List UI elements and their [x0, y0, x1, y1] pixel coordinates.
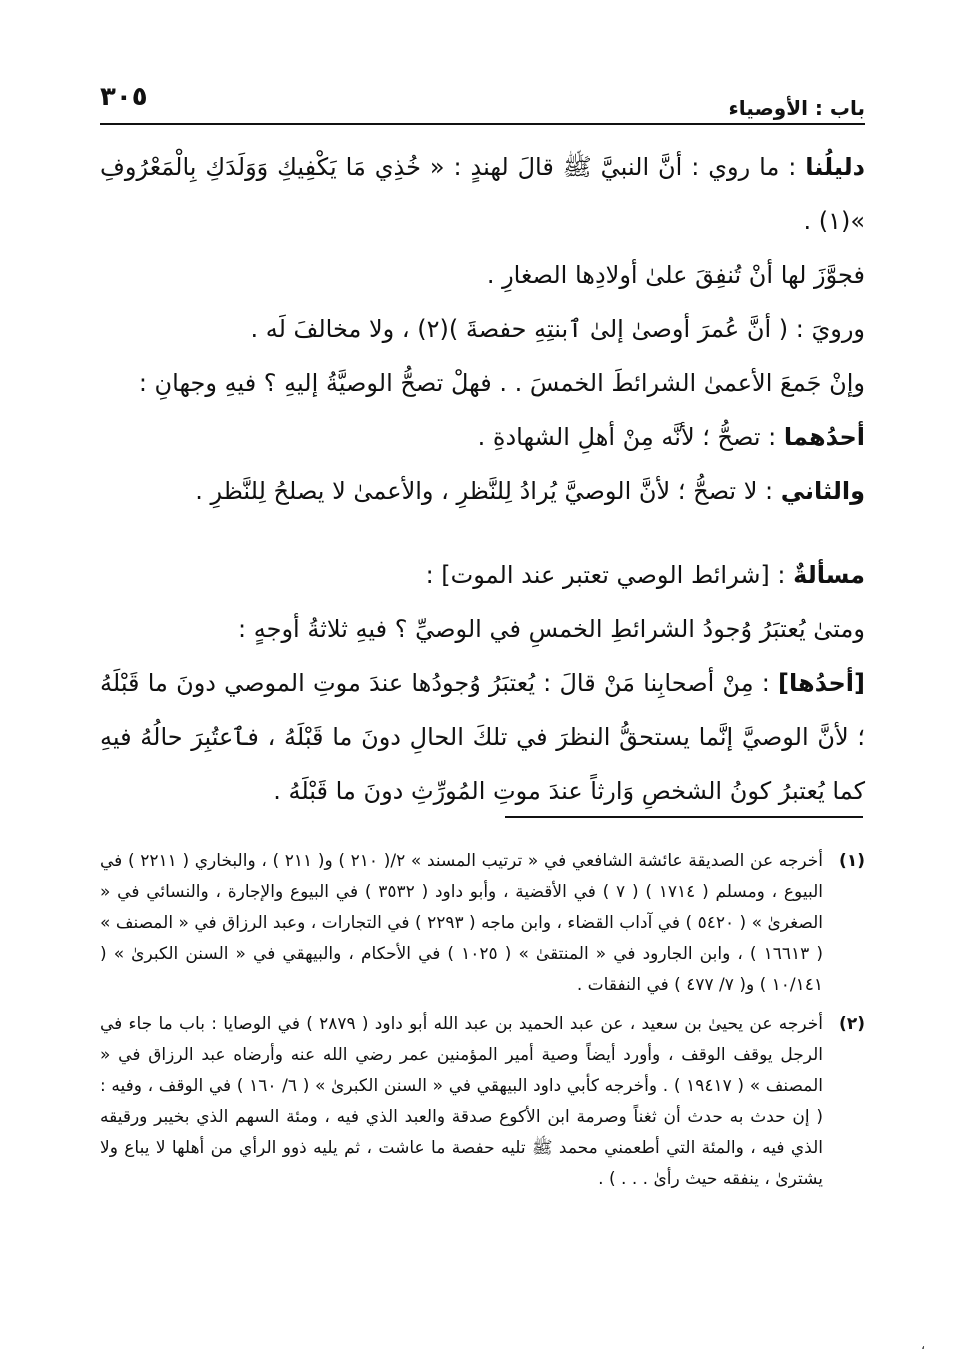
footnote-1	[100, 846, 865, 1001]
footnote-rule	[505, 816, 863, 818]
footnote-2	[100, 1009, 865, 1195]
section-gap	[100, 518, 865, 548]
footnote-text: أخرجه عن الصديقة عائشة الشافعي في « ترتيب المسند » ٢/( ٢١٠ ) و( ٢١١ ) ، والبخاري ( ٢٢١١ ) في البيوع ، ومسلم ( ١٧١٤ ) ( ٧ ) في الأقضية ، وأبو داود ( ٣٥٣٢ ) في البيوع والإجارة ، والنسائي في « الصغرىٰ » ( ٥٤٢٠ ) في آداب القضاء ، وابن ماجه ( ٢٢٩٣ ) في التجارات ، وعبد الرزاق في « المصنف » ( ١٦٦١٣ ) ، وابن الجارود في « المنتقىٰ » ( ١٠٢٥ ) في الأحكام ، والبيهقي في « السنن الكبرىٰ » ( ١٠/١٤١ ) و( ٧/ ٤٧٧ ) في النفقات .	[100, 851, 823, 995]
header-rule	[100, 123, 865, 125]
paragraph-lead: [أحدُها]	[778, 669, 865, 697]
issue-title: : [شرائط الوصي تعتبر عند الموت] :	[425, 561, 794, 589]
issue-heading	[100, 548, 865, 602]
page-number: ٣٠٥	[100, 82, 148, 112]
main-text	[100, 140, 865, 818]
paragraph-permission: فجوَّزَ لها أنْ تُنفِقَ علىٰ أولادِها الصغارِ .	[486, 261, 865, 289]
paragraph-evidence	[100, 140, 865, 248]
footnote-number: (٢)	[839, 1014, 865, 1034]
page-header	[100, 78, 865, 122]
paragraph-text: : ما روي : أنَّ النبيَّ ﷺ قالَ لهندٍ : « خُذِي مَا يَكْفِيكِ وَوَلَدَكِ بِالْمَعْرُوفِ »(١) .	[100, 153, 865, 235]
paragraph-text: : مِنْ أصحابِنا مَنْ قالَ : يُعتبَرُ وُجودُها عندَ موتِ الموصي دونَ ما قَبْلَهُ ؛ لأنَّ الوصيَّ إنَّما يستحقُّ النظرَ في تلكَ الحالِ دونَ ما قَبْلَهُ ، فٱعتُبِرَ حالُهُ فيهِ كما يُعتبرُ كونُ الشخصِ وَارثاً عندَ موتِ المُورِّثِ دونَ ما قَبْلَهُ .	[100, 669, 865, 805]
footnote-number: (١)	[839, 851, 865, 871]
paragraph-timing-question: ومتىٰ يُعتبَرُ وُجودُ الشرائطِ الخمسِ في الوصيِّ ؟ فيهِ ثلاثةُ أوجهٍ :	[238, 615, 865, 643]
paragraph-lead: أحدُهما	[783, 423, 865, 451]
paragraph-text: : لا تصحُّ ؛ لأنَّ الوصيَّ يُرادُ لِلنَّظرِ ، والأعمىٰ لا يصلحُ لِلنَّظرِ .	[195, 477, 781, 505]
paragraph-first-view	[100, 410, 865, 464]
footnote-text: أخرجه عن يحيىٰ بن سعيد ، عن عبد الحميد بن عبد الله أبو داود ( ٢٨٧٩ ) في الوصايا : باب ما جاء في الرجل يوقف الوقف ، وأورد أيضاً وصية أمير المؤمنين عمر رضي الله عنه وأرضاه عبد الرزاق في « المصنف » ( ١٩٤١٧ ) . وأخرجه كأبي داود البيهقي في « السنن الكبرىٰ » ( ٦/ ١٦٠ ) في الوقف ، وفيه : ( إن حدث به حدث أن ثغناً وصرمة ابن الأكوع صدقة والعبد الذي فيه ، ومئة السهم الذي بخيبر ورقيقه الذي فيه ، والمئة التي أطعمني محمد ﷺ تليه حفصة ما عاشت ، ثم يليه ذوو الرأي من أهلها لا يباع ولا يشترىٰ ، ينفقه حيث رأىٰ . . . ) .	[100, 1014, 823, 1189]
paragraph-text: : تصحُّ ؛ لأنَّه مِنْ أهلِ الشهادةِ .	[477, 423, 784, 451]
chapter-title: باب : الأوصياء	[728, 96, 865, 120]
paragraph-second-view	[100, 464, 865, 518]
paragraph-lead: دليلُنا	[805, 153, 865, 181]
stray-mark: ،	[921, 1338, 925, 1352]
paragraph-lead: والثاني	[780, 477, 865, 505]
paragraph-umar-narration: ورويَ : ( أنَّ عُمرَ أوصىٰ إلىٰ ٱبنتِهِ حفصةَ )(٢) ، ولا مخالفَ لَه .	[250, 315, 865, 343]
paragraph-blind-question: وإنْ جَمعَ الأعمىٰ الشرائطَ الخمسَ . . فهلْ تصحُّ الوصيَّةُ إليهِ ؟ فيهِ وجهانِ :	[138, 369, 865, 397]
footnotes	[100, 846, 865, 1203]
issue-label: مسألةٌ	[793, 561, 865, 589]
paragraph-first-aspect	[100, 656, 865, 818]
